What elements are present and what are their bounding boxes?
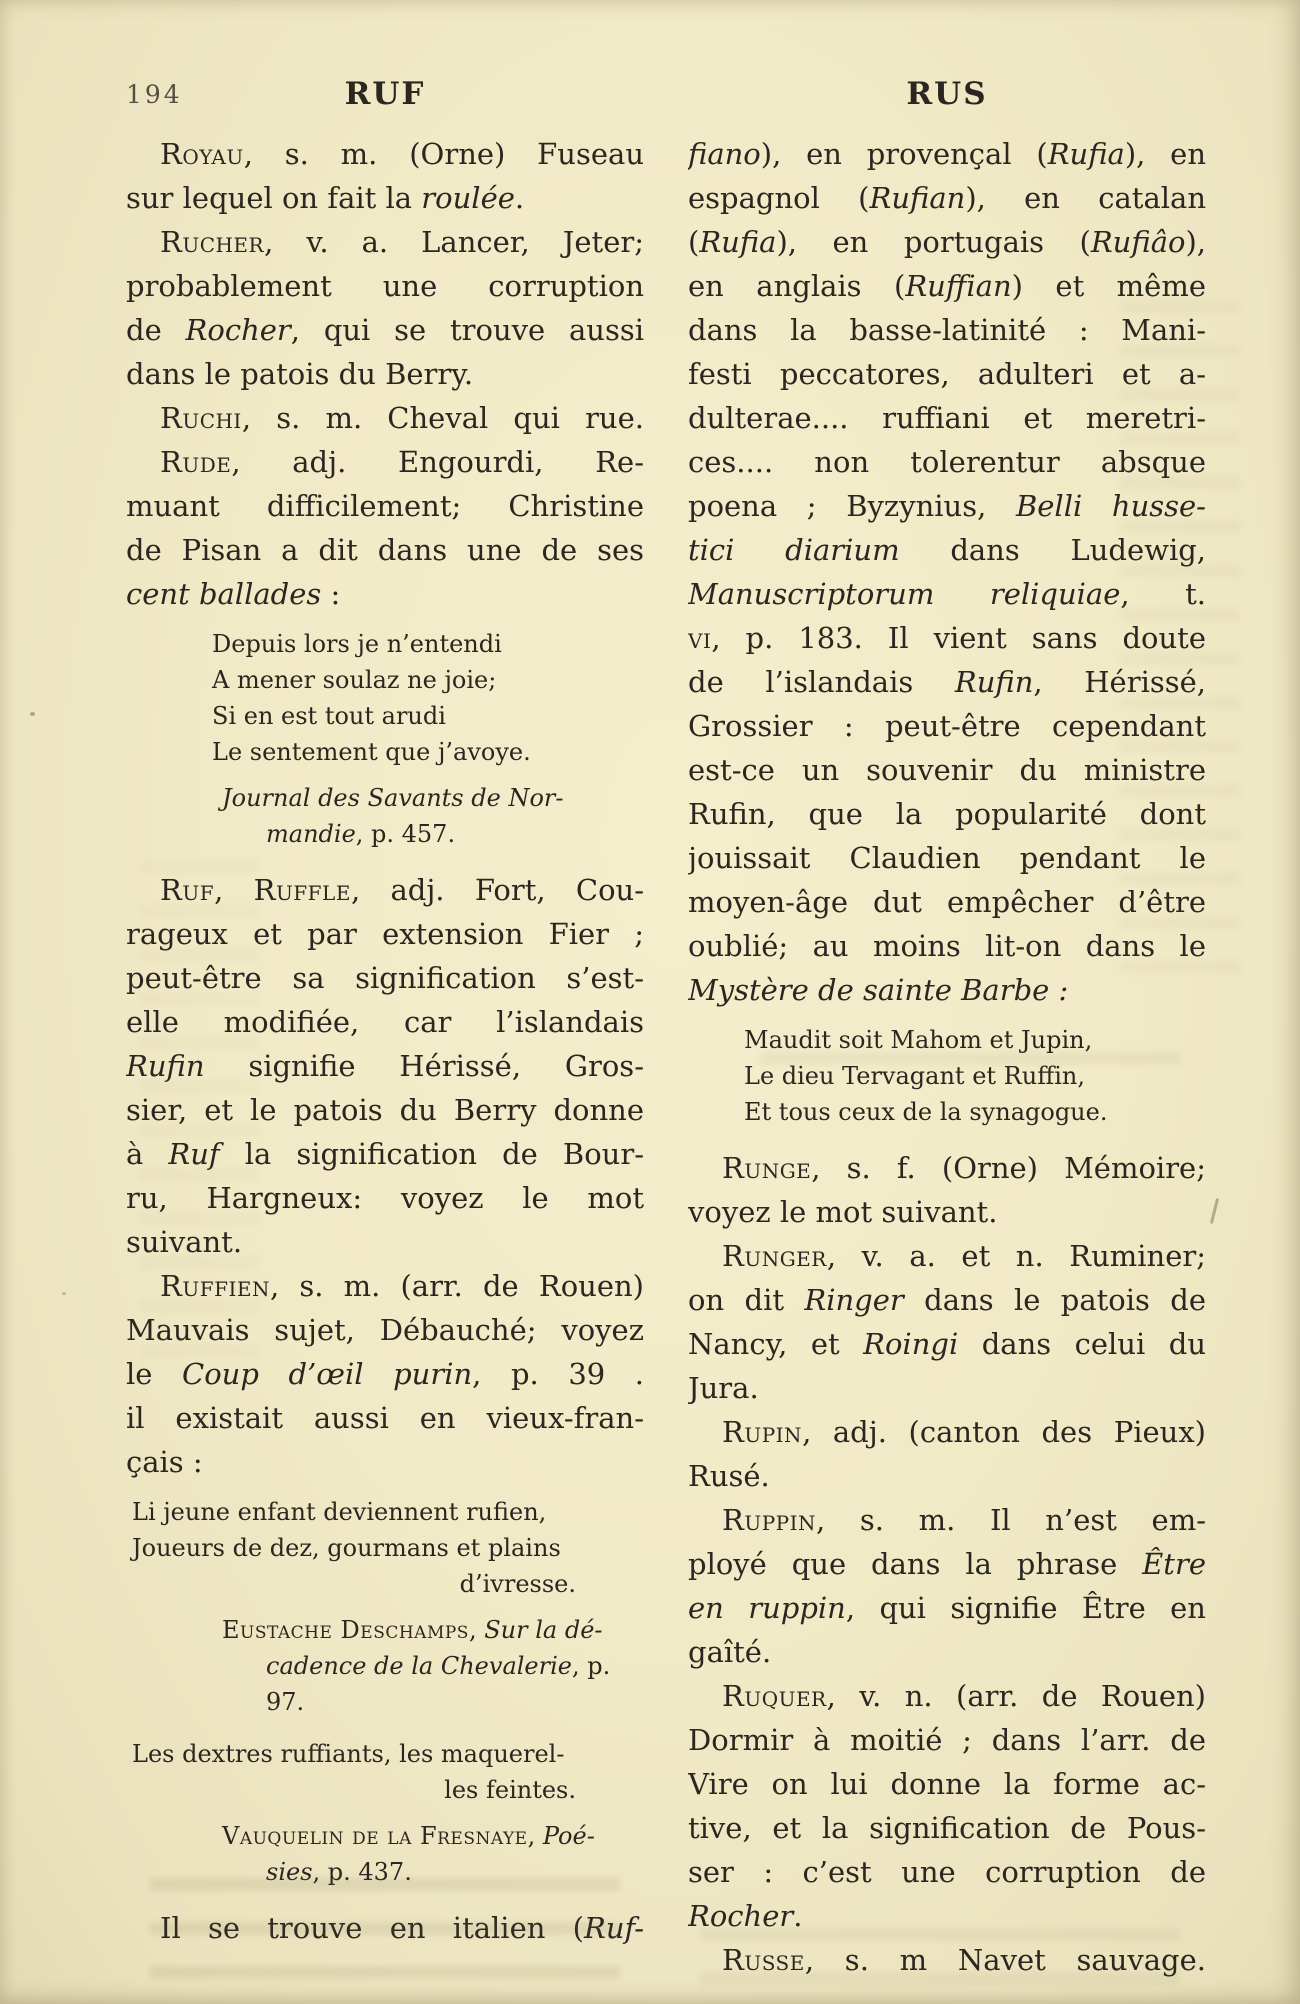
text-segment: Dormir à moitié ; dans l’arr. de: [688, 1723, 1206, 1757]
italic-segment: Rufin: [126, 1049, 205, 1083]
text-segment: ), en portugais (: [776, 225, 1091, 259]
text-segment: festi peccatores, adulteri et a-: [688, 357, 1206, 391]
text-segment: , Hérissé,: [1033, 665, 1206, 699]
text-segment: en anglais (: [688, 269, 906, 303]
italic-segment: Roingi: [863, 1327, 959, 1361]
text-line: [126, 1044, 644, 1088]
text-segment: probablement une corruption: [126, 269, 644, 303]
text-segment: dulterae.... ruffiani et meretri-: [688, 401, 1206, 435]
text-segment: elle modifiée, car l’islandais: [126, 1005, 644, 1039]
text-segment: ) et même: [1011, 269, 1206, 303]
running-head-right: RUS: [906, 76, 988, 112]
text-segment: , adj. Fort, Cou-: [350, 873, 644, 907]
text-segment: ser : c’est une corruption de: [688, 1855, 1206, 1889]
smallcaps-segment: Rude: [160, 445, 232, 479]
text-line: [688, 1938, 1206, 1982]
italic-segment: Rocher: [185, 313, 291, 347]
text-segment: dans la basse-latinité : Mani-: [688, 313, 1206, 347]
text-segment: , v. a. et n. Ruminer;: [826, 1239, 1206, 1273]
text-segment: ,: [214, 873, 254, 907]
text-line: [688, 968, 1206, 1012]
italic-segment: en ruppin: [688, 1591, 846, 1625]
text-segment: , v. a. Lancer, Jeter;: [264, 225, 644, 259]
text-line: [126, 1000, 644, 1044]
text-segment: ), en catalan: [965, 181, 1206, 215]
text-segment: sur lequel on fait la: [126, 181, 422, 215]
text-line: [688, 396, 1206, 440]
text-segment: tive, et la signification de Pous-: [688, 1811, 1206, 1845]
italic-segment: Rufin: [954, 665, 1034, 699]
smallcaps-segment: Rupin: [722, 1415, 803, 1449]
text-segment: (: [688, 225, 700, 259]
text-line: [126, 1818, 644, 1854]
text-line: [126, 220, 644, 264]
text-line: [126, 1088, 644, 1132]
text-segment: Maudit soit Mahom et Jupin,: [744, 1026, 1093, 1054]
text-line: [126, 1352, 644, 1396]
text-line: [688, 308, 1206, 352]
text-segment: , qui signifie Être en: [845, 1591, 1206, 1625]
smallcaps-segment: Ruquer: [722, 1679, 827, 1713]
text-line: [688, 1850, 1206, 1894]
italic-segment: Belli husse-: [1015, 489, 1206, 523]
text-segment: .: [514, 181, 525, 215]
italic-segment: cent ballades: [126, 577, 322, 611]
text-line: [688, 1278, 1206, 1322]
text-line: [688, 572, 1206, 616]
text-segment: il existait aussi en vieux-fran-: [126, 1401, 644, 1435]
text-segment: Joueurs de dez, gourmans et plains: [132, 1534, 561, 1562]
text-line: [688, 132, 1206, 176]
italic-segment: Manuscriptorum reliquiae: [688, 577, 1121, 611]
text-line: [126, 1684, 644, 1720]
italic-segment: tici diarium: [688, 533, 900, 567]
text-line: [126, 816, 644, 852]
text-segment: , s. m. Il n’est em-: [816, 1503, 1206, 1537]
paper-speck: [30, 712, 35, 716]
italic-segment: Rocher: [688, 1899, 794, 1933]
smallcaps-segment: Vauquelin de la Fresnaye: [222, 1822, 528, 1850]
smallcaps-segment: Eustache Deschamps: [222, 1616, 469, 1644]
text-line: [126, 264, 644, 308]
text-segment: signifie Hérissé, Gros-: [204, 1049, 644, 1083]
text-segment: çais :: [126, 1445, 203, 1479]
text-line: [688, 1542, 1206, 1586]
text-segment: de l’islandais: [688, 665, 955, 699]
text-line: [688, 1674, 1206, 1718]
text-segment: Vire on lui donne la forme ac-: [688, 1767, 1206, 1801]
text-segment: dans celui du: [958, 1327, 1206, 1361]
text-line: [126, 1132, 644, 1176]
text-segment: , s. m. (Orne) Fuseau: [243, 137, 644, 171]
italic-segment: roulée: [421, 181, 515, 215]
text-segment: Et tous ceux de la synagogue.: [744, 1098, 1108, 1126]
text-line: [688, 220, 1206, 264]
italic-segment: Rufian: [869, 181, 966, 215]
text-line: [688, 1586, 1206, 1630]
text-line: [126, 1494, 644, 1530]
text-line: [126, 868, 644, 912]
text-segment: ,: [468, 1616, 485, 1644]
text-segment: dans le patois du Berry.: [126, 357, 474, 391]
text-segment: , s. m. (arr. de Rouen): [269, 1269, 644, 1303]
paper-speck: [1210, 1198, 1219, 1224]
text-segment: Li jeune enfant deviennent rufien,: [132, 1498, 547, 1526]
text-line: [126, 352, 644, 396]
text-segment: dans Ludewig,: [899, 533, 1206, 567]
text-segment: , s. m Navet sauvage.: [804, 1943, 1206, 1977]
text-segment: Rufin, que la popularité dont: [688, 797, 1206, 831]
text-line: [688, 1058, 1206, 1094]
text-line: [126, 1772, 644, 1808]
smallcaps-segment: Runger: [722, 1239, 827, 1273]
text-segment: dans le patois de: [903, 1283, 1206, 1317]
text-line: [126, 912, 644, 956]
text-columns: [126, 132, 1206, 1982]
smallcaps-segment: Ruffle: [253, 873, 351, 907]
text-segment: gaîté.: [688, 1635, 772, 1669]
text-line: [126, 132, 644, 176]
italic-segment: Ringer: [804, 1283, 904, 1317]
text-segment: .: [793, 1899, 803, 1933]
italic-segment: Rufia: [699, 225, 777, 259]
text-segment: ),: [1185, 225, 1206, 259]
text-line: [126, 1308, 644, 1352]
text-segment: ces.... non tolerentur absque: [688, 445, 1206, 479]
text-line: [688, 1234, 1206, 1278]
text-line: [126, 662, 644, 698]
text-segment: , s. f. (Orne) Mémoire;: [811, 1151, 1206, 1185]
text-segment: sier, et le patois du Berry donne: [126, 1093, 644, 1127]
text-line: [688, 924, 1206, 968]
text-segment: Le sentement que j’avoye.: [212, 738, 531, 766]
header-left-cell: [126, 76, 644, 112]
smallcaps-segment: Ruf: [160, 873, 215, 907]
text-line: [688, 616, 1206, 660]
page-header: [126, 76, 1206, 112]
text-line: [126, 308, 644, 352]
smallcaps-segment: Ruffien: [160, 1269, 270, 1303]
text-line: [688, 1410, 1206, 1454]
text-segment: rageux et par extension Fier ;: [126, 917, 644, 951]
text-segment: Le dieu Tervagant et Ruffin,: [744, 1062, 1086, 1090]
italic-segment: Coup d’œil purin: [182, 1357, 473, 1391]
italic-segment: Être: [1142, 1547, 1206, 1581]
text-segment: , s. m. Cheval qui rue.: [241, 401, 644, 435]
text-segment: de Pisan a dit dans une de ses: [126, 533, 644, 567]
text-line: [688, 264, 1206, 308]
text-line: [126, 528, 644, 572]
text-line: [688, 484, 1206, 528]
text-line: [688, 1718, 1206, 1762]
smallcaps-segment: Ruppin: [722, 1503, 817, 1537]
text-line: [688, 1322, 1206, 1366]
text-segment: ,: [527, 1822, 543, 1850]
italic-segment: cadence de la Chevalerie: [266, 1652, 572, 1680]
smallcaps-segment: Runge: [722, 1151, 812, 1185]
text-segment: Rusé.: [688, 1459, 770, 1493]
italic-segment: Ruf-: [583, 1911, 644, 1945]
text-line: [126, 1854, 644, 1890]
text-segment: , adj. (canton des Pieux): [802, 1415, 1206, 1449]
text-segment: muant difficilement; Christine: [126, 489, 644, 523]
smallcaps-segment: Ruchi: [160, 401, 242, 435]
text-segment: Depuis lors je n’entendi: [212, 630, 502, 658]
italic-segment: Ruffian: [905, 269, 1012, 303]
text-line: [688, 176, 1206, 220]
text-segment: Il se trouve en italien (: [160, 1911, 584, 1945]
text-segment: A mener soulaz ne joie;: [212, 666, 497, 694]
text-line: [688, 1094, 1206, 1130]
text-segment: , adj. Engourdi, Re-: [231, 445, 644, 479]
text-line: [126, 1530, 644, 1566]
text-line: [688, 1762, 1206, 1806]
text-line: [126, 1440, 644, 1484]
text-line: [688, 1630, 1206, 1674]
smallcaps-segment: Russe: [722, 1943, 805, 1977]
page-number: 194: [126, 80, 183, 109]
text-line: [126, 734, 644, 770]
text-segment: moyen-âge dut empêcher d’être: [688, 885, 1206, 919]
italic-segment: sies: [266, 1858, 313, 1886]
text-segment: Mauvais sujet, Débauché; voyez: [126, 1313, 644, 1347]
text-segment: Les dextres ruffiants, les maquerel-: [132, 1740, 565, 1768]
text-line: [688, 1894, 1206, 1938]
text-line: [126, 1264, 644, 1308]
smallcaps-segment: Royau: [160, 137, 244, 171]
italic-segment: Mystère de sainte Barbe :: [688, 973, 1069, 1007]
italic-segment: Rufiâo: [1090, 225, 1186, 259]
italic-segment: Poé-: [542, 1822, 595, 1850]
text-line: [688, 440, 1206, 484]
text-segment: peut-être sa signification s’est-: [126, 961, 644, 995]
italic-segment: Sur la dé-: [484, 1616, 603, 1644]
text-line: [126, 484, 644, 528]
header-right-cell: [688, 76, 1206, 112]
text-segment: est-ce un souvenir du ministre: [688, 753, 1206, 787]
text-line: [126, 1906, 644, 1950]
text-segment: , qui se trouve aussi: [290, 313, 644, 347]
text-line: [688, 660, 1206, 704]
text-segment: oublié; au moins lit-on dans le: [688, 929, 1206, 963]
text-line: [126, 626, 644, 662]
smallcaps-segment: vi: [688, 621, 712, 655]
text-line: [126, 1176, 644, 1220]
text-line: [126, 1612, 644, 1648]
text-line: [688, 748, 1206, 792]
text-line: [688, 1190, 1206, 1234]
text-segment: , t.: [1120, 577, 1206, 611]
text-segment: voyez le mot suivant.: [688, 1195, 998, 1229]
text-line: [688, 836, 1206, 880]
text-segment: :: [321, 577, 341, 611]
text-line: [126, 956, 644, 1000]
text-line: [126, 1396, 644, 1440]
text-segment: le: [126, 1357, 183, 1391]
text-segment: la signification de Bour-: [219, 1137, 644, 1171]
text-line: [688, 1022, 1206, 1058]
italic-segment: mandie: [266, 820, 356, 848]
text-line: [126, 396, 644, 440]
text-segment: les feintes.: [444, 1776, 576, 1804]
text-segment: Jura.: [688, 1371, 759, 1405]
italic-segment: fiano: [688, 137, 761, 171]
text-line: [688, 704, 1206, 748]
text-segment: suivant.: [126, 1225, 243, 1259]
text-segment: Si en est tout arudi: [212, 702, 446, 730]
text-segment: , p. 457.: [355, 820, 456, 848]
paper-speck: [62, 1292, 66, 1295]
text-line: [126, 440, 644, 484]
text-segment: ru, Hargneux: voyez le mot: [126, 1181, 644, 1215]
text-segment: de: [126, 313, 186, 347]
text-line: [126, 1566, 644, 1602]
text-line: [688, 1806, 1206, 1850]
text-segment: , v. n. (arr. de Rouen): [826, 1679, 1206, 1713]
text-segment: poena ; Byzynius,: [688, 489, 1016, 523]
text-segment: ployé que dans la phrase: [688, 1547, 1143, 1581]
text-line: [688, 1146, 1206, 1190]
italic-segment: Ruf: [168, 1137, 220, 1171]
text-segment: ), en: [1124, 137, 1206, 171]
text-line: [688, 792, 1206, 836]
text-segment: jouissait Claudien pendant le: [688, 841, 1206, 875]
text-line: [688, 880, 1206, 924]
text-segment: espagnol (: [688, 181, 870, 215]
text-segment: , p. 39 .: [472, 1357, 644, 1391]
text-segment: Grossier : peut-être cependant: [688, 709, 1206, 743]
text-segment: on dit: [688, 1283, 805, 1317]
left-column: [126, 132, 644, 1982]
text-line: [126, 1220, 644, 1264]
text-segment: , p. 183. Il vient sans doute: [711, 621, 1206, 655]
italic-segment: Rufia: [1047, 137, 1125, 171]
text-line: [688, 1454, 1206, 1498]
smallcaps-segment: Rucher: [160, 225, 265, 259]
text-line: [126, 780, 644, 816]
running-head-left: RUF: [344, 76, 426, 112]
text-segment: , p. 437.: [312, 1858, 412, 1886]
text-line: [688, 528, 1206, 572]
text-line: [126, 176, 644, 220]
text-segment: 97.: [266, 1688, 305, 1716]
italic-segment: Journal des Savants de Nor-: [222, 784, 564, 812]
text-line: [126, 1736, 644, 1772]
right-column: [688, 132, 1206, 1982]
text-line: [126, 572, 644, 616]
text-line: [126, 1648, 644, 1684]
text-segment: à: [126, 1137, 169, 1171]
text-segment: ), en provençal (: [760, 137, 1048, 171]
text-segment: d’ivresse.: [459, 1570, 576, 1598]
text-line: [688, 1366, 1206, 1410]
text-line: [688, 1498, 1206, 1542]
text-line: [126, 698, 644, 734]
text-segment: , p.: [571, 1652, 611, 1680]
text-segment: Nancy, et: [688, 1327, 864, 1361]
text-line: [688, 352, 1206, 396]
